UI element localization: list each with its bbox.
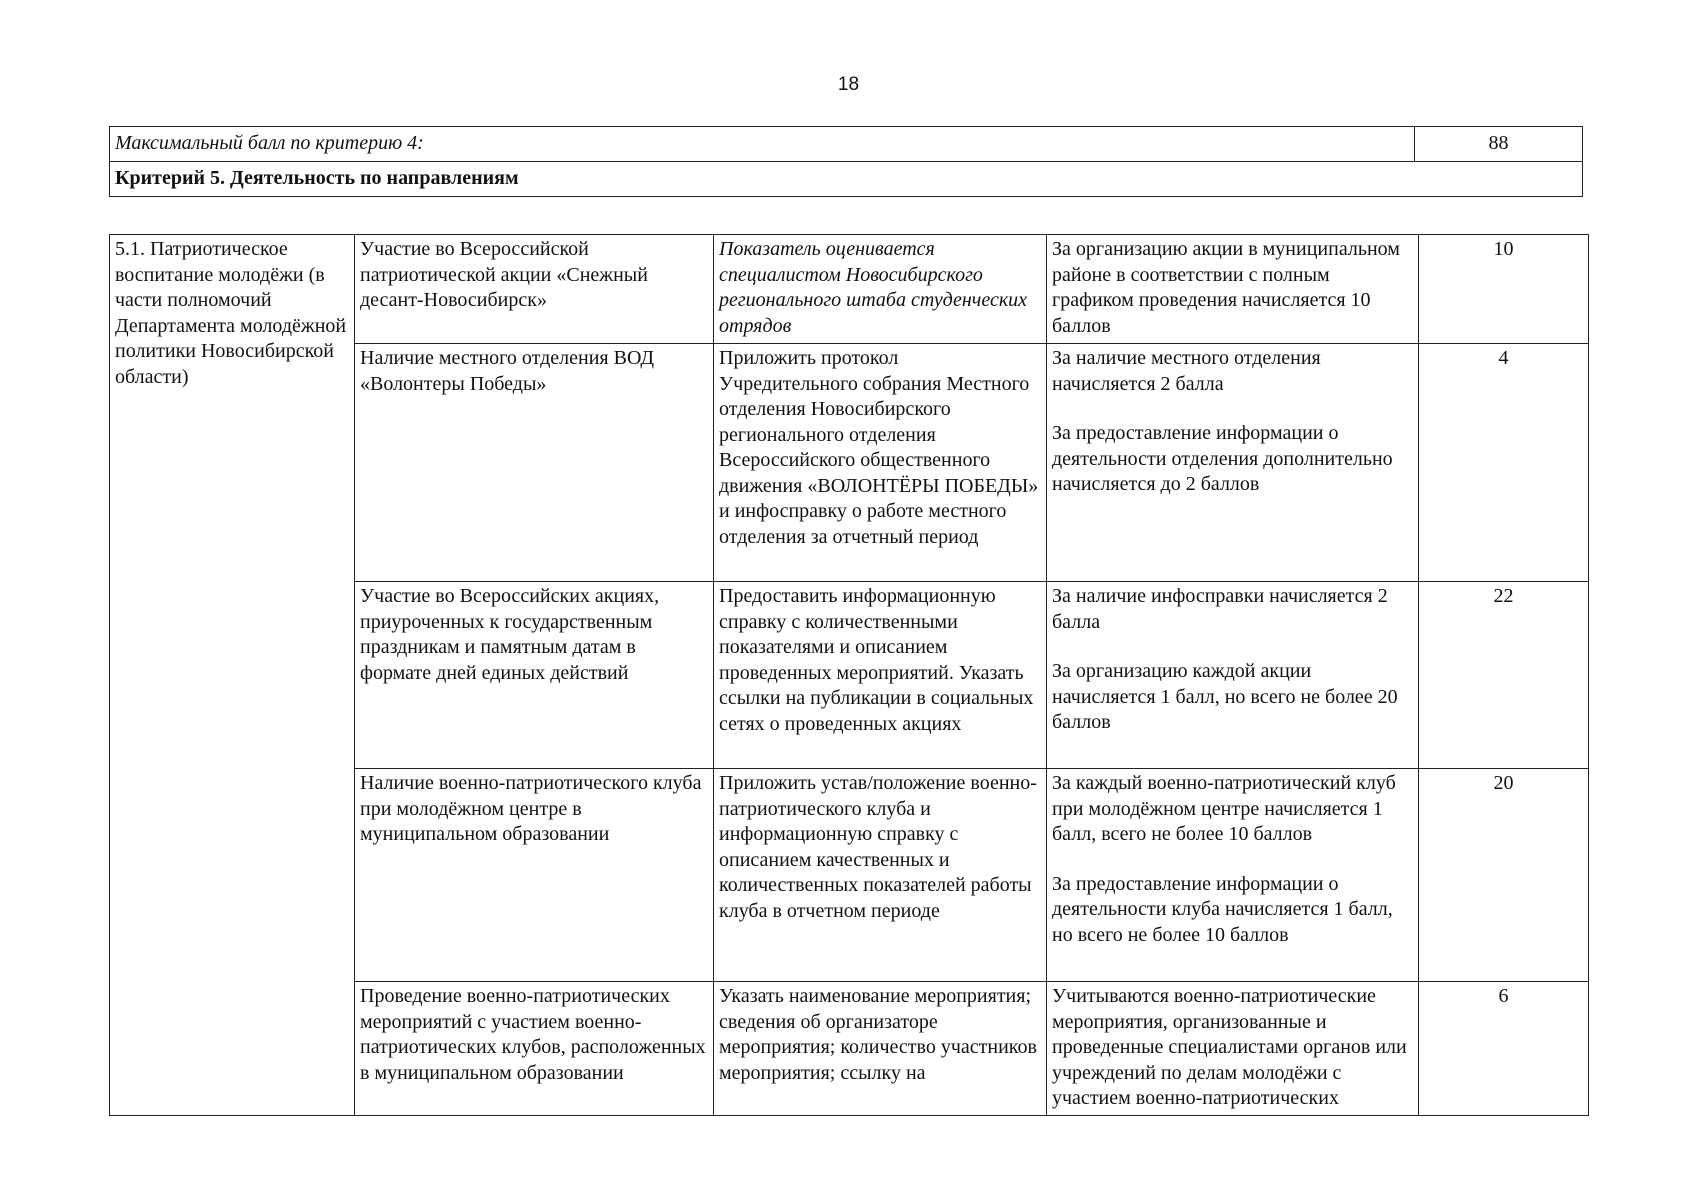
indicator-cell: Участие во Всероссийских акциях, приуроченных к государственным праздникам и памятным датам в формате дней единых действий [355,582,714,769]
max-score-cell: 10 [1419,235,1589,344]
criterion4-max-row [110,127,1583,162]
scoring-text: За организацию акции в муниципальном районе в соответствии с полным графиком проведения начисляется 10 баллов [1052,238,1400,337]
indicator-cell: Наличие местного отделения ВОД «Волонтеры Победы» [355,344,714,582]
max-score-cell: 6 [1419,982,1589,1116]
scoring-text: Учитываются военно-патриотические мероприятия, организованные и проведенные специалистами органов или учреждений по делам молодёжи с участием военно-патриотических [1052,985,1407,1109]
criterion5-table [109,234,1589,1116]
confirmation-cell: Предоставить информационную справку с количественными показателями и описанием проведенных мероприятий. Указать ссылки на публикации в социальных сетях о проведенных акциях [714,582,1047,769]
scoring-text: За наличие местного отделения начисляется 2 балла [1052,347,1321,395]
max-score-cell: 22 [1419,582,1589,769]
max-score-cell: 20 [1419,769,1589,982]
criterion4-max-value: 88 [1415,127,1583,162]
criterion4-max-label: Максимальный балл по критерию 4: [110,127,1415,162]
scoring-cell [1047,982,1419,1116]
section-title: 5.1. Патриотическое воспитание молодёжи (в части полномочий Департамента молодёжной политики Новосибирской области) [110,235,355,1116]
scoring-text: За предоставление информации о деятельности клуба начисляется 1 балл, но всего не более 10 баллов [1052,872,1393,946]
indicator-cell: Проведение военно-патриотических мероприятий с участием военно-патриотических клубов, расположенных в муниципальном образовании [355,982,714,1116]
scoring-cell [1047,344,1419,582]
confirmation-cell: Указать наименование мероприятия; сведения об организаторе мероприятия; количество участников мероприятия; ссылку на [714,982,1047,1116]
table-row [110,235,1589,344]
confirmation-cell: Показатель оценивается специалистом Новосибирского регионального штаба студенческих отрядов [714,235,1047,344]
criterion-summary-table [109,126,1583,197]
criterion5-title: Критерий 5. Деятельность по направлениям [110,162,1583,197]
page-number: 18 [837,74,860,95]
confirmation-cell: Приложить устав/положение военно-патриотического клуба и информационную справку с описанием качественных и количественных показателей работы клуба в отчетном периоде [714,769,1047,982]
scoring-cell [1047,769,1419,982]
scoring-text: За организацию каждой акции начисляется 1 балл, но всего не более 20 баллов [1052,660,1398,733]
max-score-cell: 4 [1419,344,1589,582]
indicator-cell: Участие во Всероссийской патриотической акции «Снежный десант-Новосибирск» [355,235,714,344]
indicator-cell: Наличие военно-патриотического клуба при молодёжном центре в муниципальном образовании [355,769,714,982]
scoring-text: За каждый военно-патриотический клуб при молодёжном центре начисляется 1 балл, всего не более 10 баллов [1052,772,1396,845]
scoring-cell [1047,582,1419,769]
scoring-text: За предоставление информации о деятельности отделения дополнительно начисляется до 2 баллов [1052,422,1393,495]
criterion5-title-row [110,162,1583,197]
scoring-text: За наличие инфосправки начисляется 2 балла [1052,585,1388,633]
confirmation-cell: Приложить протокол Учредительного собрания Местного отделения Новосибирского регионального отделения Всероссийского общественного движения «ВОЛОНТЁРЫ ПОБЕДЫ» и инфосправку о работе местного отделения за отчетный период [714,344,1047,582]
scoring-cell [1047,235,1419,344]
